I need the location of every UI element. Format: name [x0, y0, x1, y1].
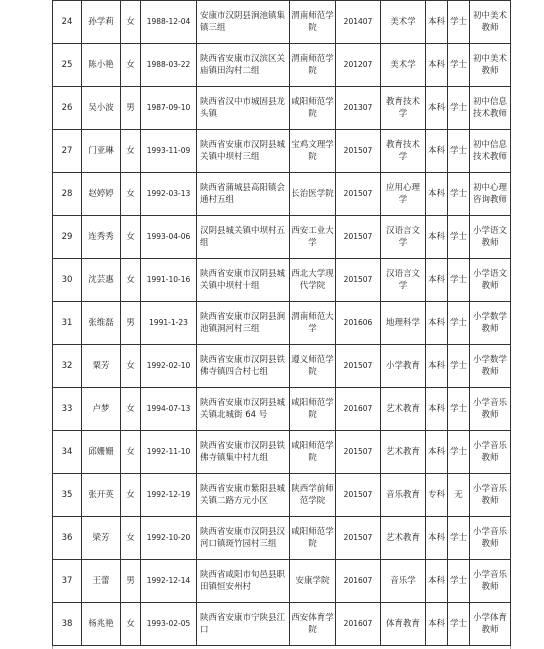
cell-gender: 女 — [121, 259, 141, 302]
cell-major: 音乐学 — [381, 559, 426, 603]
cell-major: 艺术教育 — [381, 431, 426, 474]
cell-name: 沈芸惠 — [82, 259, 121, 302]
cell-major: 艺术教育 — [381, 517, 426, 560]
cell-no: 32 — [53, 345, 82, 388]
cell-address: 陕西省蒲城县高阳镇会通村五组 — [197, 173, 290, 216]
cell-name: 王蕾 — [82, 559, 121, 603]
table-row — [53, 603, 511, 646]
cell-gender: 女 — [121, 215, 141, 259]
cell-name: 陈小艳 — [82, 43, 121, 87]
cell-dob: 1993-02-05 — [141, 603, 197, 646]
table-row — [53, 129, 511, 173]
cell-school: 长治医学院 — [290, 173, 336, 216]
cell-name: 张维磊 — [82, 301, 121, 345]
cell-school: 渭南师范学院 — [290, 43, 336, 87]
cell-name: 粟芳 — [82, 345, 121, 388]
cell-no: 34 — [53, 431, 82, 474]
cell-degree: 学士 — [448, 387, 470, 431]
cell-address: 陕西省安康市宁陕县江口 — [197, 603, 290, 646]
table-row — [53, 345, 511, 388]
cell-major: 美术学 — [381, 43, 426, 87]
cell-grad: 201507 — [336, 215, 381, 259]
cell-degree: 学士 — [448, 87, 470, 130]
cell-gender: 女 — [121, 517, 141, 560]
cell-edu: 本科 — [426, 517, 448, 560]
table-row — [53, 559, 511, 603]
cell-edu: 本科 — [426, 345, 448, 388]
table-row — [53, 473, 511, 517]
cell-no: 30 — [53, 259, 82, 302]
cell-degree: 学士 — [448, 345, 470, 388]
cell-school: 安康学院 — [290, 559, 336, 603]
cell-edu: 本科 — [426, 215, 448, 259]
table-row — [53, 1, 511, 44]
cell-dob: 1993-11-09 — [141, 129, 197, 173]
cell-position: 初中美术教师 — [470, 1, 511, 44]
applicant-table — [52, 0, 511, 646]
cell-dob: 1994-07-13 — [141, 387, 197, 431]
cell-grad: 201207 — [336, 43, 381, 87]
cell-major: 汉语言文学 — [381, 259, 426, 302]
cell-position: 小学音乐教师 — [470, 473, 511, 517]
cell-gender: 女 — [121, 129, 141, 173]
cell-position: 小学音乐教师 — [470, 517, 511, 560]
cell-position: 初中信息技术教师 — [470, 87, 511, 130]
cell-edu: 本科 — [426, 1, 448, 44]
cell-edu: 本科 — [426, 259, 448, 302]
cell-address: 陕西省安康市汉阴县涧池镇洞河村三组 — [197, 301, 290, 345]
cell-position: 初中信息技术教师 — [470, 129, 511, 173]
cell-position: 小学数学教师 — [470, 345, 511, 388]
cell-edu: 本科 — [426, 559, 448, 603]
cell-school: 遵义师范学院 — [290, 345, 336, 388]
cell-school: 西北大学现代学院 — [290, 259, 336, 302]
cell-name: 门亚琳 — [82, 129, 121, 173]
cell-name: 吴小波 — [82, 87, 121, 130]
cell-major: 地理科学 — [381, 301, 426, 345]
cell-dob: 1987-09-10 — [141, 87, 197, 130]
cell-degree: 学士 — [448, 301, 470, 345]
cell-grad: 201507 — [336, 345, 381, 388]
cell-position: 小学音乐教师 — [470, 431, 511, 474]
cell-grad: 201607 — [336, 603, 381, 646]
cell-address: 汉阴县城关镇中坝村五组 — [197, 215, 290, 259]
cell-major: 小学教育 — [381, 345, 426, 388]
cell-edu: 本科 — [426, 173, 448, 216]
cell-degree: 学士 — [448, 517, 470, 560]
cell-no: 31 — [53, 301, 82, 345]
table-row — [53, 173, 511, 216]
cell-major: 应用心理学 — [381, 173, 426, 216]
cell-no: 38 — [53, 603, 82, 646]
cell-major: 美术学 — [381, 1, 426, 44]
cell-name: 孙学莉 — [82, 1, 121, 44]
cell-grad: 201507 — [336, 473, 381, 517]
cell-position: 小学音乐教师 — [470, 559, 511, 603]
cell-school: 渭南师范大学 — [290, 301, 336, 345]
cell-position: 小学音乐教师 — [470, 387, 511, 431]
cell-name: 卢梦 — [82, 387, 121, 431]
cell-no: 24 — [53, 1, 82, 44]
table-row — [53, 43, 511, 87]
cell-degree: 学士 — [448, 559, 470, 603]
cell-major: 教育技术学 — [381, 129, 426, 173]
cell-no: 35 — [53, 473, 82, 517]
cell-dob: 1992-11-10 — [141, 431, 197, 474]
cell-grad: 201507 — [336, 517, 381, 560]
cell-gender: 女 — [121, 431, 141, 474]
cell-grad: 201507 — [336, 259, 381, 302]
cell-gender: 女 — [121, 603, 141, 646]
cell-degree: 学士 — [448, 603, 470, 646]
cell-name: 邱姗姗 — [82, 431, 121, 474]
table-row — [53, 431, 511, 474]
cell-edu: 本科 — [426, 43, 448, 87]
cell-no: 29 — [53, 215, 82, 259]
cell-position: 初中心理咨询教师 — [470, 173, 511, 216]
cell-gender: 女 — [121, 345, 141, 388]
cell-position: 小学语文教师 — [470, 259, 511, 302]
cell-gender: 女 — [121, 473, 141, 517]
cell-name: 杨兆艳 — [82, 603, 121, 646]
cell-dob: 1992-12-19 — [141, 473, 197, 517]
cell-school: 咸阳师范学院 — [290, 387, 336, 431]
cell-no: 36 — [53, 517, 82, 560]
cell-no: 27 — [53, 129, 82, 173]
cell-dob: 1992-10-20 — [141, 517, 197, 560]
cell-school: 咸阳师范学院 — [290, 517, 336, 560]
cell-degree: 学士 — [448, 129, 470, 173]
cell-grad: 201507 — [336, 129, 381, 173]
cell-name: 赵婷婷 — [82, 173, 121, 216]
cell-major: 艺术教育 — [381, 387, 426, 431]
applicant-table-page — [52, 0, 510, 646]
table-row — [53, 301, 511, 345]
cell-address: 陕西省安康市汉滨区关庙镇田沟村二组 — [197, 43, 290, 87]
cell-grad: 201606 — [336, 301, 381, 345]
cell-school: 陕西学前师范学院 — [290, 473, 336, 517]
cell-degree: 学士 — [448, 259, 470, 302]
cell-no: 25 — [53, 43, 82, 87]
cell-edu: 本科 — [426, 87, 448, 130]
cell-gender: 女 — [121, 387, 141, 431]
cell-address: 陕西省安康市汉阴县城关镇中坝村十组 — [197, 259, 290, 302]
cell-school: 渭南师范学院 — [290, 1, 336, 44]
cell-edu: 本科 — [426, 301, 448, 345]
table-row — [53, 215, 511, 259]
cell-no: 33 — [53, 387, 82, 431]
cell-edu: 本科 — [426, 129, 448, 173]
cell-degree: 学士 — [448, 1, 470, 44]
cell-grad: 201307 — [336, 87, 381, 130]
cell-dob: 1993-04-06 — [141, 215, 197, 259]
cell-address: 陕西省汉中市城固县龙头镇 — [197, 87, 290, 130]
cell-grad: 201607 — [336, 559, 381, 603]
table-row — [53, 387, 511, 431]
cell-dob: 1988-12-04 — [141, 1, 197, 44]
cell-major: 体育教育 — [381, 603, 426, 646]
cell-school: 西安工业大学 — [290, 215, 336, 259]
cell-major: 教育技术学 — [381, 87, 426, 130]
cell-dob: 1992-02-10 — [141, 345, 197, 388]
cell-dob: 1992-03-13 — [141, 173, 197, 216]
cell-major: 汉语言文学 — [381, 215, 426, 259]
cell-gender: 男 — [121, 301, 141, 345]
cell-gender: 女 — [121, 173, 141, 216]
cell-edu: 本科 — [426, 431, 448, 474]
table-row — [53, 259, 511, 302]
cell-dob: 1988-03-22 — [141, 43, 197, 87]
cell-grad: 201607 — [336, 387, 381, 431]
cell-address: 陕西省安康市汉阴县铁佛寺镇集中村九组 — [197, 431, 290, 474]
cell-school: 咸阳师范学院 — [290, 87, 336, 130]
cell-dob: 1991-10-16 — [141, 259, 197, 302]
cell-edu: 本科 — [426, 603, 448, 646]
cell-position: 初中美术教师 — [470, 43, 511, 87]
cell-position: 小学数学教师 — [470, 301, 511, 345]
cell-address: 陕西省安康市汉阴县汉河口镇斑竹园村三组 — [197, 517, 290, 560]
cell-address: 陕西省安康市汉阴县城关镇中坝村三组 — [197, 129, 290, 173]
cell-name: 张开英 — [82, 473, 121, 517]
cell-gender: 女 — [121, 1, 141, 44]
cell-name: 梁芳 — [82, 517, 121, 560]
cell-degree: 学士 — [448, 43, 470, 87]
cell-address: 陕西省安康市紫阳县城关镇二路方元小区 — [197, 473, 290, 517]
cell-major: 音乐教育 — [381, 473, 426, 517]
cell-no: 28 — [53, 173, 82, 216]
cell-edu: 专科 — [426, 473, 448, 517]
table-row — [53, 87, 511, 130]
cell-no: 26 — [53, 87, 82, 130]
cell-grad: 201507 — [336, 431, 381, 474]
table-row — [53, 517, 511, 560]
cell-address: 安康市汉阴县涧池镇集镇三组 — [197, 1, 290, 44]
cell-name: 连秀秀 — [82, 215, 121, 259]
cell-degree: 无 — [448, 473, 470, 517]
cell-no: 37 — [53, 559, 82, 603]
cell-dob: 1992-12-14 — [141, 559, 197, 603]
cell-grad: 201407 — [336, 1, 381, 44]
cell-edu: 本科 — [426, 387, 448, 431]
cell-position: 小学体育教师 — [470, 603, 511, 646]
cell-school: 西安体育学院 — [290, 603, 336, 646]
cell-grad: 201507 — [336, 173, 381, 216]
cell-address: 陕西省安康市汉阴县铁佛寺镇四合村七组 — [197, 345, 290, 388]
cell-degree: 学士 — [448, 431, 470, 474]
cell-gender: 女 — [121, 43, 141, 87]
table-body — [53, 1, 511, 646]
cell-address: 陕西省安康市汉阴县城关镇北城街 64 号 — [197, 387, 290, 431]
cell-school: 咸阳师范学院 — [290, 431, 336, 474]
cell-school: 宝鸡文理学院 — [290, 129, 336, 173]
cell-dob: 1991-1-23 — [141, 301, 197, 345]
cell-degree: 学士 — [448, 215, 470, 259]
cell-gender: 男 — [121, 87, 141, 130]
cell-gender: 男 — [121, 559, 141, 603]
cell-position: 小学语文教师 — [470, 215, 511, 259]
cell-degree: 学士 — [448, 173, 470, 216]
cell-address: 陕西省咸阳市旬邑县职田镇恒安州村 — [197, 559, 290, 603]
